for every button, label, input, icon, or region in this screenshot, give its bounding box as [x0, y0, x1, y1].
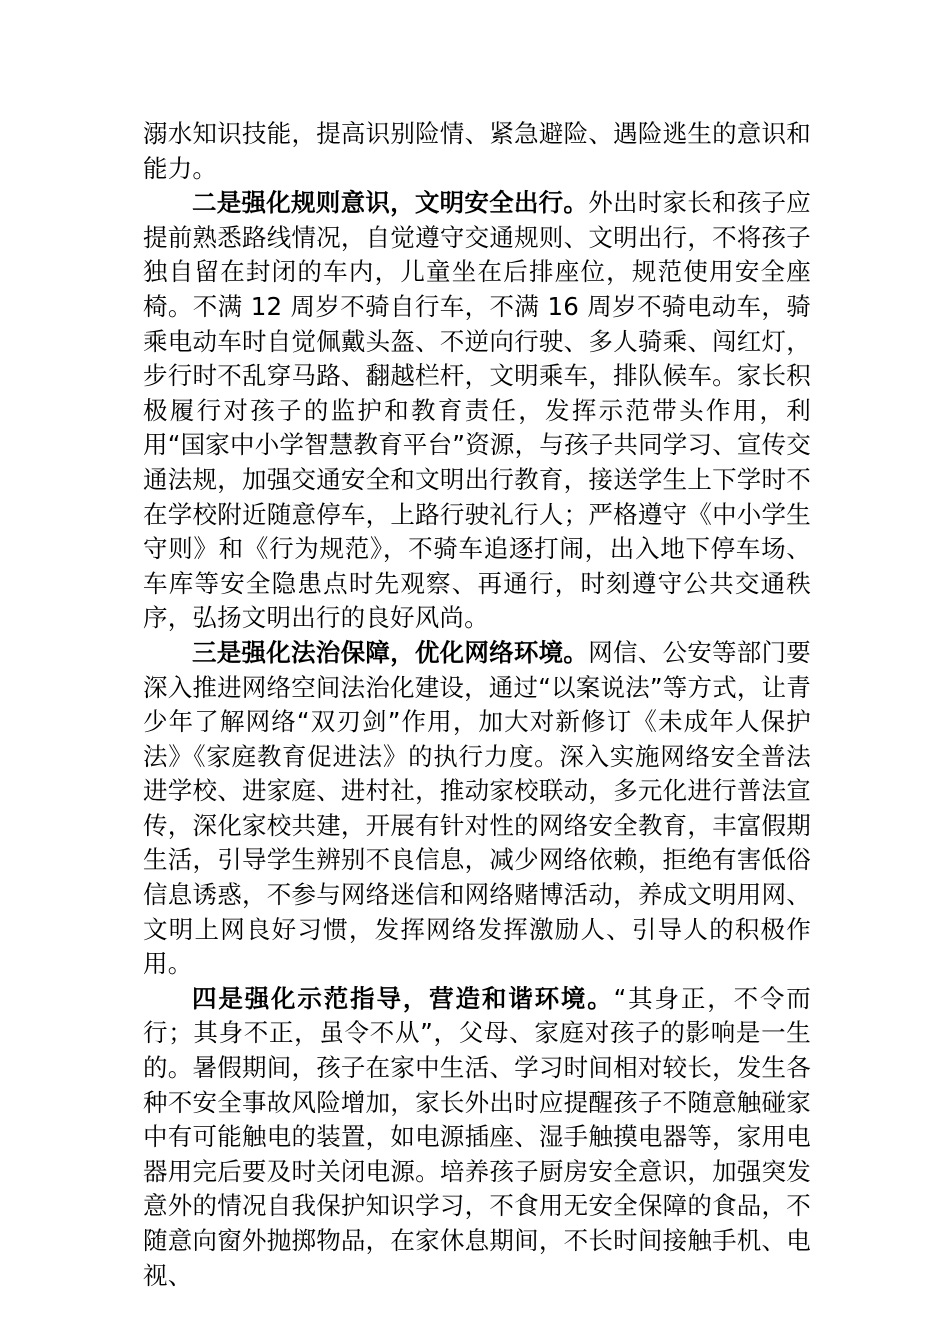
paragraph-traffic-safety [143, 186, 811, 636]
paragraph-heading: 四是强化示范指导，营造和谐环境。 [192, 983, 614, 1013]
paragraph-heading: 三是强化法治保障，优化网络环境。 [192, 637, 589, 667]
paragraph-network-environment [143, 636, 811, 982]
paragraph-body: 网信、公安等部门要深入推进网络空间法治化建设，通过“以案说法”等方式，让青少年了解网络“双刃剑”作用，加大对新修订《未成年人保护法》《家庭教育促进法》的执行力度。深入实施网络安全普法进学校、进家庭、进村社，推动家校联动，多元化进行普法宣传，深化家校共建，开展有针对性的网络安全教育，丰富假期生活，引导学生辨别不良信息，减少网络依赖，拒绝有害低俗信息诱惑，不参与网络迷信和网络赌博活动，养成文明用网、文明上网良好习惯，发挥网络发挥激励人、引导人的积极作用。 [143, 637, 811, 979]
paragraph-body: 外出时家长和孩子应提前熟悉路线情况，自觉遵守交通规则、文明出行，不将孩子独自留在封闭的车内，儿童坐在后排座位，规范使用安全座椅。不满 12 周岁不骑自行车，不满 16 周岁不骑电动车，骑乘电动车时自觉佩戴头盔、不逆向行驶、多人骑乘、闯红灯，步行时不乱穿马路、翻越栏杆，文明乘车，排队候车。家长积极履行对孩子的监护和教育责任，发挥示范带头作用，利用“国家中小学智慧教育平台”资源，与孩子共同学习、宣传交通法规，加强交通安全和文明出行教育，接送学生上下学时不在学校附近随意停车，上路行驶礼行人；严格遵守《中小学生守则》和《行为规范》，不骑车追逐打闹，出入地下停车场、车库等安全隐患点时先观察、再通行，时刻遵守公共交通秩序，弘扬文明出行的良好风尚。 [143, 188, 811, 633]
paragraph-body: 溺水知识技能，提高识别险情、紧急避险、遇险逃生的意识和能力。 [143, 119, 811, 183]
paragraph-heading: 二是强化规则意识，文明安全出行。 [192, 188, 589, 218]
paragraph-body: “其身正，不令而行；其身不正，虽令不从”，父母、家庭对孩子的影响是一生的。暑假期间，孩子在家中生活、学习时间相对较长，发生各种不安全事故风险增加，家长外出时应提醒孩子不随意触碰家中有可能触电的装置，如电源插座、湿手触摸电器等，家用电器用完后要及时关闭电源。培养孩子厨房安全意识，加强突发意外的情况自我保护知识学习，不食用无安全保障的食品，不随意向窗外抛掷物品，在家休息期间，不长时间接触手机、电视、 [143, 983, 811, 1290]
document-page [143, 117, 811, 1293]
paragraph-continuation [143, 117, 811, 186]
paragraph-home-environment [143, 982, 811, 1293]
